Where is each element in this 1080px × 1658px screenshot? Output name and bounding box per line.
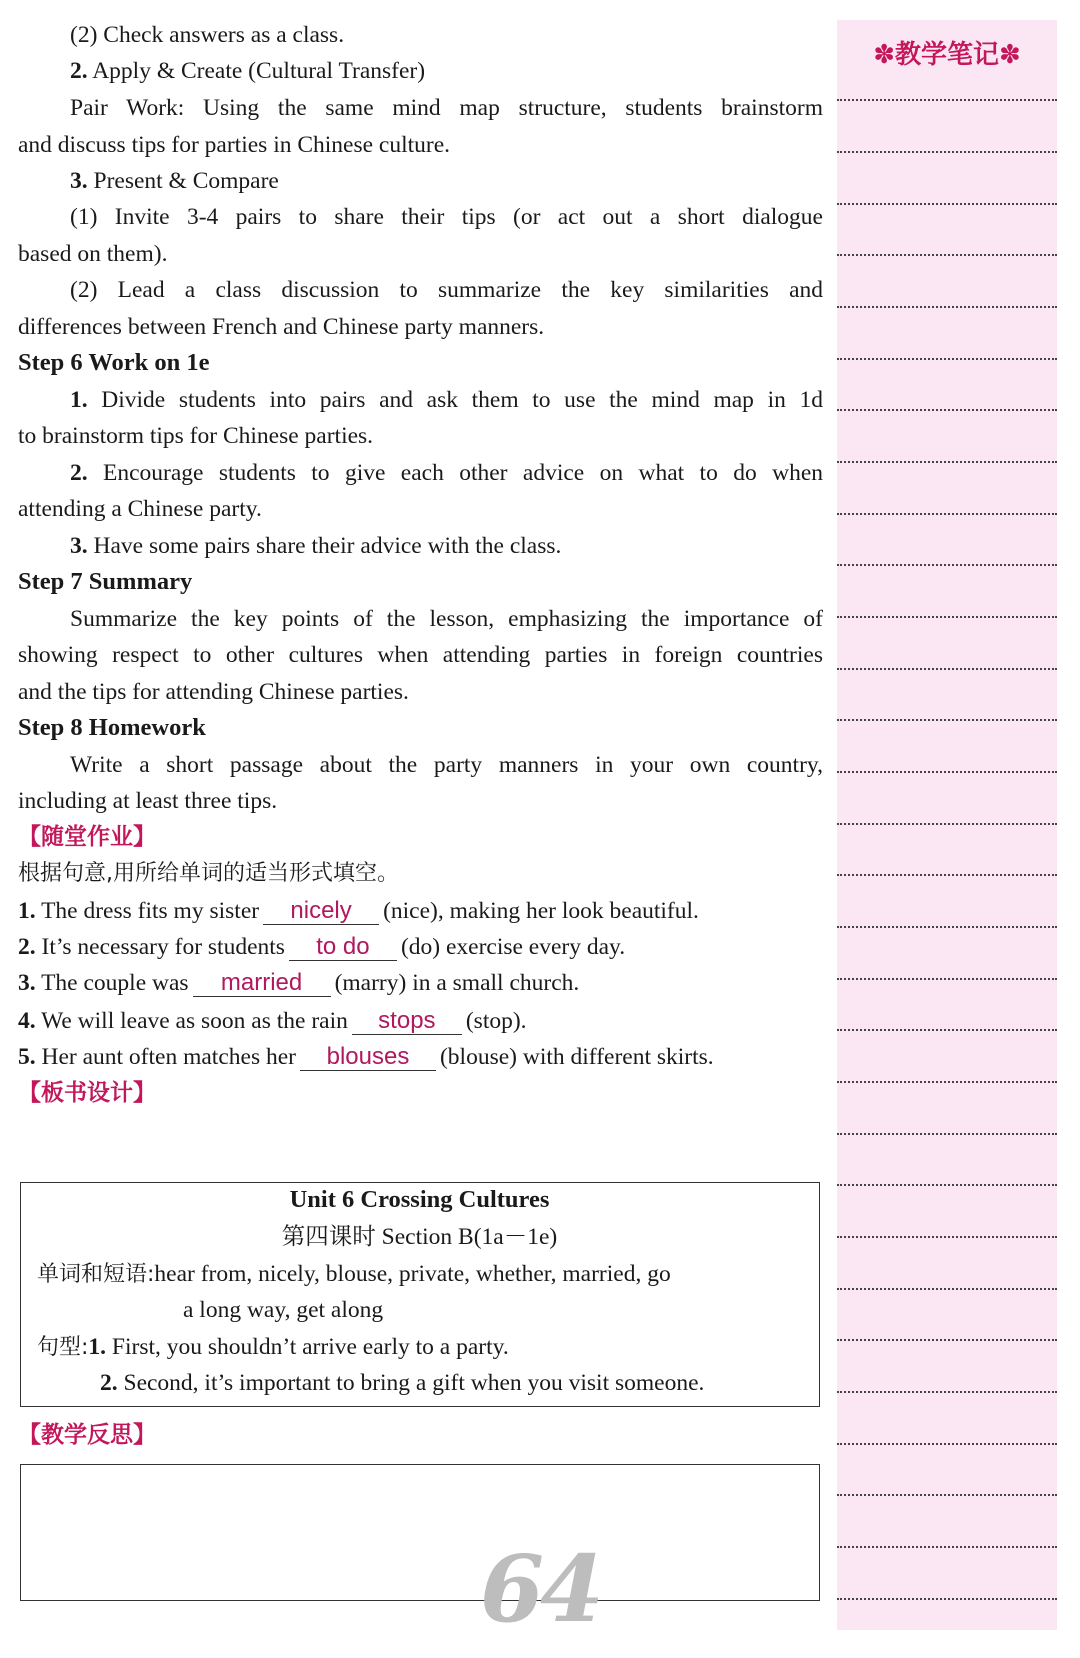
text-line <box>18 166 823 196</box>
notes-line <box>837 1598 1057 1600</box>
item-number: 2. <box>18 934 36 960</box>
text-line: based on them). <box>18 241 168 267</box>
exercise-text: Her aunt often matches her <box>35 1044 296 1070</box>
item-number: 2. <box>100 1370 118 1396</box>
text-line <box>18 531 823 561</box>
notes-line <box>837 978 1057 980</box>
answer-blank: to do <box>289 934 397 961</box>
notes-line <box>837 719 1057 721</box>
item-text: Encourage students to give each other advice on what to do when <box>87 460 823 486</box>
board-vocab-cont: a long way, get along <box>183 1297 384 1323</box>
item-number: 3. <box>70 533 88 559</box>
notes-line <box>837 1081 1057 1083</box>
board-design-box <box>20 1182 820 1407</box>
classwork-instruction: 根据句意,用所给单词的适当形式填空。 <box>18 861 399 886</box>
board-sentence <box>37 1332 509 1363</box>
notes-line <box>837 409 1057 411</box>
text-line: to brainstorm tips for Chinese parties. <box>18 423 374 449</box>
reflection-box[interactable] <box>20 1464 820 1601</box>
exercise-item <box>18 968 823 998</box>
exercise-text: (do) exercise every day. <box>400 934 626 960</box>
exercise-text: The couple was <box>35 970 189 996</box>
item-number: 2. <box>70 58 88 84</box>
text-line: (2) Check answers as a class. <box>70 22 345 48</box>
sentence-text: Second, it’s important to bring a gift when you visit someone. <box>117 1370 705 1396</box>
item-number: 1. <box>70 387 88 413</box>
exercise-text: The dress fits my sister <box>35 898 260 924</box>
step-heading: Step 6 Work on 1e <box>18 349 210 376</box>
step-heading: Step 8 Homework <box>18 714 206 741</box>
answer-blank: stops <box>352 1008 462 1035</box>
exercise-item <box>18 1006 823 1036</box>
notes-line <box>837 1029 1057 1031</box>
item-number: 5. <box>18 1044 36 1070</box>
item-text: Apply & Create (Cultural Transfer) <box>87 58 426 84</box>
exercise-text: It’s necessary for students <box>35 934 285 960</box>
notes-line <box>837 1494 1057 1496</box>
notes-line <box>837 771 1057 773</box>
answer-blank: married <box>193 970 331 997</box>
notes-line <box>837 254 1057 256</box>
notes-line <box>837 823 1057 825</box>
exercise-item <box>18 896 823 926</box>
item-number: 1. <box>18 898 36 924</box>
item-number: 1. <box>88 1334 107 1360</box>
text-line: and the tips for attending Chinese parties. <box>18 679 409 705</box>
exercise-text: (marry) in a small church. <box>334 970 580 996</box>
notes-title: ✽教学笔记✽ <box>873 40 1021 70</box>
notes-line <box>837 616 1057 618</box>
sentence-text: First, you shouldn’t arrive early to a party. <box>106 1334 509 1360</box>
item-text: Divide students into pairs and ask them to use the mind map in 1d <box>87 387 823 413</box>
notes-line <box>837 1339 1057 1341</box>
notes-line <box>837 564 1057 566</box>
reflection-heading: 【教学反思】 <box>18 1422 156 1448</box>
exercise-text: (blouse) with different skirts. <box>439 1044 714 1070</box>
step-heading: Step 7 Summary <box>18 568 193 595</box>
answer-blank: blouses <box>300 1044 436 1071</box>
text-line: Pair Work: Using the same mind map structure, students brainstorm <box>70 95 823 121</box>
notes-line <box>837 203 1057 205</box>
item-number: 2. <box>70 460 88 486</box>
board-title: Unit 6 Crossing Cultures <box>289 1186 550 1213</box>
exercise-item <box>18 932 823 962</box>
page-number: 64 <box>480 1535 601 1643</box>
item-number: 3. <box>18 970 36 996</box>
exercise-item <box>18 1042 823 1072</box>
text-line: including at least three tips. <box>18 788 278 814</box>
exercise-text: (stop). <box>465 1008 527 1034</box>
notes-line <box>837 1133 1057 1135</box>
notes-line <box>837 461 1057 463</box>
notes-line <box>837 1443 1057 1445</box>
notes-line <box>837 99 1057 101</box>
notes-line <box>837 926 1057 928</box>
item-number: 4. <box>18 1008 36 1034</box>
classwork-heading: 【随堂作业】 <box>18 824 156 850</box>
item-text: Present & Compare <box>87 168 279 194</box>
exercise-text: (nice), making her look beautiful. <box>383 898 699 924</box>
board-vocab <box>37 1259 671 1290</box>
text-line: showing respect to other cultures when attending parties in foreign countries <box>18 642 823 668</box>
sentence-label: 句型: <box>37 1335 89 1360</box>
board-heading: 【板书设计】 <box>18 1080 156 1106</box>
notes-line <box>837 1288 1057 1290</box>
item-number: 3. <box>70 168 88 194</box>
text-line: (1) Invite 3-4 pairs to share their tips (or act out a short dialogue <box>70 204 823 230</box>
notes-line <box>837 874 1057 876</box>
answer-blank: nicely <box>263 898 379 925</box>
text-line: Write a short passage about the party manners in your own country, <box>70 752 823 778</box>
notes-line <box>837 151 1057 153</box>
vocab-label: 单词和短语: <box>37 1262 155 1287</box>
text-line: (2) Lead a class discussion to summarize the key similarities and <box>70 277 823 303</box>
notes-line <box>837 668 1057 670</box>
notes-line <box>837 1391 1057 1393</box>
board-subtitle: 第四课时 Section B(1a－1e) <box>281 1224 558 1250</box>
text-line <box>18 56 823 86</box>
vocab-text: hear from, nicely, blouse, private, whether, married, go <box>154 1261 671 1287</box>
text-line: attending a Chinese party. <box>18 496 262 522</box>
item-text: Have some pairs share their advice with the class. <box>87 533 562 559</box>
notes-line <box>837 513 1057 515</box>
notes-line <box>837 306 1057 308</box>
notes-column <box>837 20 1057 1630</box>
notes-line <box>837 358 1057 360</box>
notes-line <box>837 1184 1057 1186</box>
text-line: Summarize the key points of the lesson, emphasizing the importance of <box>70 606 823 632</box>
text-line: and discuss tips for parties in Chinese culture. <box>18 132 451 158</box>
exercise-text: We will leave as soon as the rain <box>35 1008 348 1034</box>
text-line: differences between French and Chinese party manners. <box>18 314 545 340</box>
board-sentence <box>100 1368 704 1398</box>
notes-line <box>837 1546 1057 1548</box>
notes-line <box>837 1236 1057 1238</box>
